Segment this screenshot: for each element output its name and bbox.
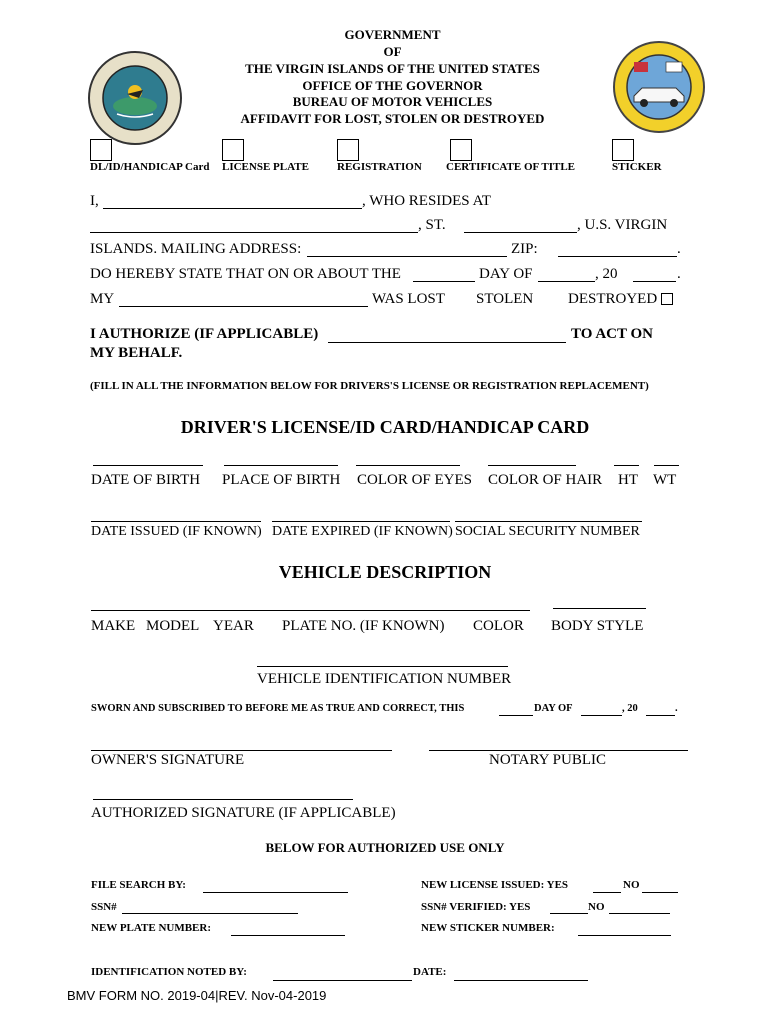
authorized-person-field[interactable]	[328, 342, 566, 343]
vehicle-section-title: VEHICLE DESCRIPTION	[278, 562, 492, 582]
statement-zip: ZIP:	[511, 241, 538, 257]
owner-signature-field[interactable]	[91, 750, 392, 751]
label-identification-noted: IDENTIFICATION NOTED BY:	[91, 966, 247, 978]
label-new-sticker-number: NEW STICKER NUMBER:	[421, 922, 555, 934]
label-model: MODEL	[146, 618, 200, 634]
color-of-hair-field[interactable]	[488, 465, 576, 466]
statement-i: I,	[90, 193, 99, 209]
checkbox-dl-id-handicap[interactable]	[90, 139, 112, 161]
checkbox-certificate-of-title[interactable]	[450, 139, 472, 161]
checkbox-registration[interactable]	[337, 139, 359, 161]
color-of-eyes-field[interactable]	[356, 465, 460, 466]
date-issued-field[interactable]	[91, 521, 261, 522]
label-ssn-official: SSN#	[91, 901, 117, 913]
label-certificate-of-title: CERTIFICATE OF TITLE	[446, 161, 575, 173]
fill-note: (FILL IN ALL THE INFORMATION BELOW FOR DRIVERS'S LICENSE OR REGISTRATION REPLACEMENT)	[90, 380, 649, 392]
year-field[interactable]	[633, 281, 676, 282]
ssn-field[interactable]	[455, 521, 642, 522]
body-style-field[interactable]	[553, 608, 646, 609]
label-date: DATE:	[413, 966, 447, 978]
month-field[interactable]	[538, 281, 595, 282]
checkbox-license-plate[interactable]	[222, 139, 244, 161]
label-notary-public: NOTARY PUBLIC	[489, 752, 607, 768]
date-expired-field[interactable]	[272, 521, 450, 522]
statement-do-hereby: DO HEREBY STATE THAT ON OR ABOUT THE	[90, 266, 401, 282]
statement-us-virgin: , U.S. VIRGIN	[577, 217, 668, 233]
notary-public-field[interactable]	[429, 750, 688, 751]
new-sticker-number-field[interactable]	[578, 935, 671, 936]
label-new-plate-number: NEW PLATE NUMBER:	[91, 922, 211, 934]
label-date-expired: DATE EXPIRED (IF KNOWN)	[272, 524, 453, 539]
date-field[interactable]	[454, 980, 588, 981]
place-of-birth-field[interactable]	[224, 465, 338, 466]
island-field[interactable]	[464, 232, 577, 233]
header-line-3: THE VIRGIN ISLANDS OF THE UNITED STATES	[245, 61, 540, 76]
label-sticker: STICKER	[612, 161, 662, 173]
authorize-line-2: MY BEHALF.	[90, 345, 183, 361]
statement-period: .	[677, 241, 681, 257]
sworn-text: SWORN AND SUBSCRIBED TO BEFORE ME AS TRUE AND CORRECT, THIS	[91, 703, 465, 714]
zip-field[interactable]	[558, 256, 677, 257]
label-ssn-verified-no: NO	[588, 901, 605, 913]
label-new-license: NEW LICENSE ISSUED: YES	[421, 879, 569, 891]
name-field[interactable]	[103, 208, 362, 209]
statement-day-of: DAY OF	[479, 266, 533, 282]
make-model-year-plate-color-field[interactable]	[91, 610, 530, 611]
ssn-official-field[interactable]	[122, 913, 298, 914]
sworn-day-of: DAY OF	[534, 703, 573, 714]
label-wt: WT	[653, 472, 677, 488]
statement-my: MY	[90, 291, 115, 307]
bmv-seal-logo	[612, 40, 706, 134]
label-vin: VEHICLE IDENTIFICATION NUMBER	[257, 671, 512, 687]
statement-period-2: .	[677, 266, 681, 282]
label-registration: REGISTRATION	[337, 161, 422, 173]
government-seal-logo	[87, 50, 183, 146]
ssn-verified-no-field[interactable]	[609, 913, 670, 914]
label-year: YEAR	[213, 618, 254, 634]
statement-st: , ST.	[418, 217, 446, 233]
sworn-year-field[interactable]	[646, 715, 675, 716]
new-plate-number-field[interactable]	[231, 935, 345, 936]
new-license-yes-field[interactable]	[593, 892, 621, 893]
header-line-5: BUREAU OF MOTOR VEHICLES	[292, 94, 493, 109]
checkbox-destroyed[interactable]	[661, 293, 673, 305]
sworn-period: .	[675, 703, 678, 714]
label-ssn: SOCIAL SECURITY NUMBER	[455, 524, 640, 539]
label-date-of-birth: DATE OF BIRTH	[91, 472, 201, 488]
header-line-2: OF	[383, 44, 402, 59]
label-file-search: FILE SEARCH BY:	[91, 879, 186, 891]
new-license-no-field[interactable]	[642, 892, 678, 893]
statement-was-lost: WAS LOST	[372, 291, 445, 307]
item-field[interactable]	[119, 306, 368, 307]
vin-field[interactable]	[257, 666, 508, 667]
identification-noted-field[interactable]	[273, 980, 412, 981]
label-color-of-eyes: COLOR OF EYES	[357, 472, 473, 488]
sworn-month-field[interactable]	[581, 715, 622, 716]
label-dl-id-handicap: DL/ID/HANDICAP Card	[90, 161, 210, 173]
statement-who-resides: , WHO RESIDES AT	[362, 193, 491, 209]
file-search-field[interactable]	[203, 892, 348, 893]
official-use-title: BELOW FOR AUTHORIZED USE ONLY	[265, 840, 505, 855]
label-ssn-verified: SSN# VERIFIED: YES	[421, 901, 531, 913]
label-ht: HT	[618, 472, 638, 488]
mailing-address-field[interactable]	[307, 256, 507, 257]
license-section-title: DRIVER'S LICENSE/ID CARD/HANDICAP CARD	[180, 417, 590, 437]
weight-field[interactable]	[654, 465, 679, 466]
header-line-1: GOVERNMENT	[344, 27, 441, 42]
authorize-prefix: I AUTHORIZE (IF APPLICABLE)	[90, 326, 319, 342]
checkbox-sticker[interactable]	[612, 139, 634, 161]
statement-destroyed: DESTROYED	[568, 291, 658, 307]
form-footer: BMV FORM NO. 2019-04|REV. Nov-04-2019	[67, 988, 327, 1003]
sworn-comma-20: , 20	[622, 703, 638, 714]
label-color-of-hair: COLOR OF HAIR	[488, 472, 603, 488]
residence-field[interactable]	[90, 232, 418, 233]
statement-stolen: STOLEN	[476, 291, 534, 307]
document-title: AFFIDAVIT FOR LOST, STOLEN OR DESTROYED	[240, 111, 545, 126]
label-color: COLOR	[473, 618, 524, 634]
ssn-verified-yes-field[interactable]	[550, 913, 588, 914]
label-new-license-no: NO	[623, 879, 640, 891]
height-field[interactable]	[614, 465, 639, 466]
label-date-issued: DATE ISSUED (IF KNOWN)	[91, 524, 262, 539]
label-body-style: BODY STYLE	[551, 618, 644, 634]
header-line-4: OFFICE OF THE GOVERNOR	[302, 78, 483, 93]
statement-comma-20: , 20	[595, 266, 618, 282]
statement-mailing: ISLANDS. MAILING ADDRESS:	[90, 241, 302, 257]
authorize-suffix: TO ACT ON	[571, 326, 653, 342]
date-of-birth-field[interactable]	[93, 465, 203, 466]
label-authorized-signature: AUTHORIZED SIGNATURE (IF APPLICABLE)	[91, 805, 396, 821]
label-plate-no: PLATE NO. (IF KNOWN)	[282, 618, 445, 634]
authorized-signature-field[interactable]	[93, 799, 353, 800]
label-place-of-birth: PLACE OF BIRTH	[222, 472, 341, 488]
label-owner-signature: OWNER'S SIGNATURE	[91, 752, 245, 768]
sworn-day-field[interactable]	[499, 715, 533, 716]
label-make: MAKE	[91, 618, 136, 634]
day-field[interactable]	[413, 281, 475, 282]
label-license-plate: LICENSE PLATE	[222, 161, 309, 173]
